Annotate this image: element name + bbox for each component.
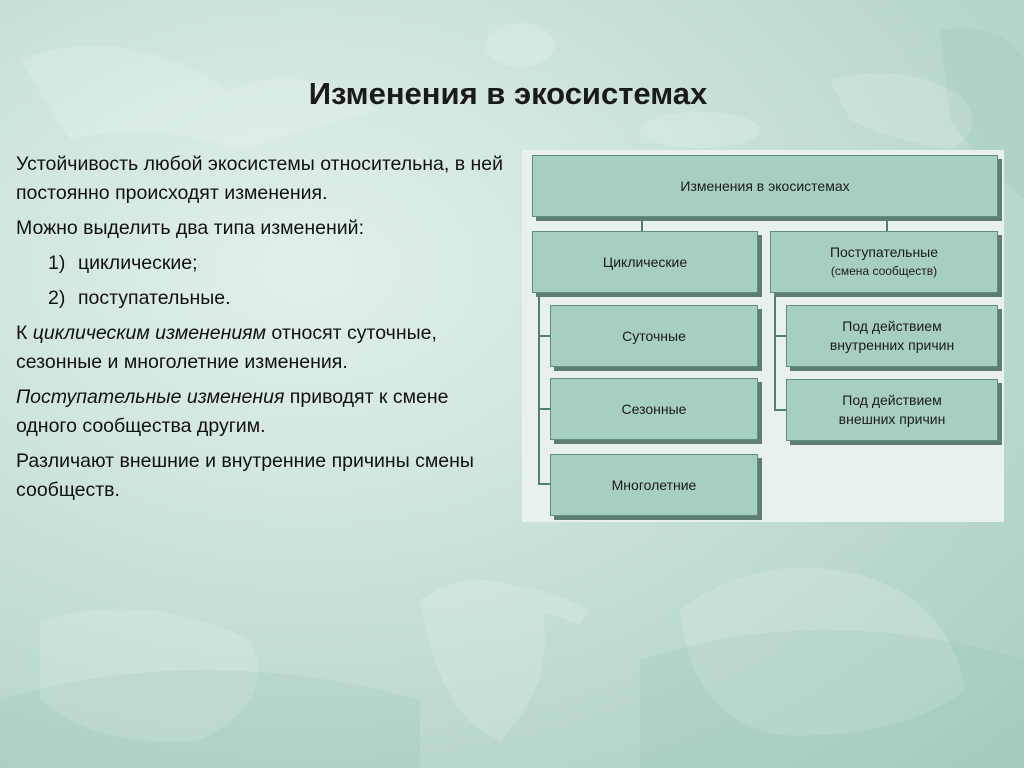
- external-causes-box: Под действием внешних причин: [786, 379, 998, 441]
- diagram-panel: [522, 150, 1004, 522]
- paragraph-causes: Различают внешние и внутренние причины смены сообществ.: [16, 450, 474, 501]
- progressive-box: Поступательные (смена сообществ): [770, 231, 998, 293]
- connector: [538, 293, 540, 485]
- connector: [641, 217, 643, 231]
- paragraph-stability: Устойчивость любой экосистемы относительна, в ней постоянно происходят изменения.: [16, 153, 504, 204]
- paragraph-two-types: Можно выделить два типа изменений:: [16, 217, 364, 239]
- connector: [886, 217, 888, 231]
- daily-box: Суточные: [550, 305, 758, 367]
- cyclic-box: Циклические: [532, 231, 758, 293]
- body-text: [16, 150, 506, 511]
- connector: [538, 335, 550, 337]
- connector: [774, 293, 776, 411]
- connector: [774, 335, 786, 337]
- connector: [538, 408, 550, 410]
- seasonal-box: Сезонные: [550, 378, 758, 440]
- paragraph-progressive: Поступательные изменения приводят к смене одного сообщества другим.: [16, 386, 449, 437]
- connector: [538, 483, 550, 485]
- connector: [774, 409, 786, 411]
- multiyear-box: Многолетние: [550, 454, 758, 516]
- internal-causes-box: Под действием внутренних причин: [786, 305, 998, 367]
- slide-title: Изменения в экосистемах: [308, 76, 708, 111]
- paragraph-cyclic: К циклическим изменениям относят суточные, сезонные и многолетние изменения.: [16, 322, 437, 373]
- root-box: Изменения в экосистемах: [532, 155, 998, 217]
- list-item: 1) циклические;: [48, 252, 198, 274]
- list-item: 2) поступательные.: [48, 287, 231, 309]
